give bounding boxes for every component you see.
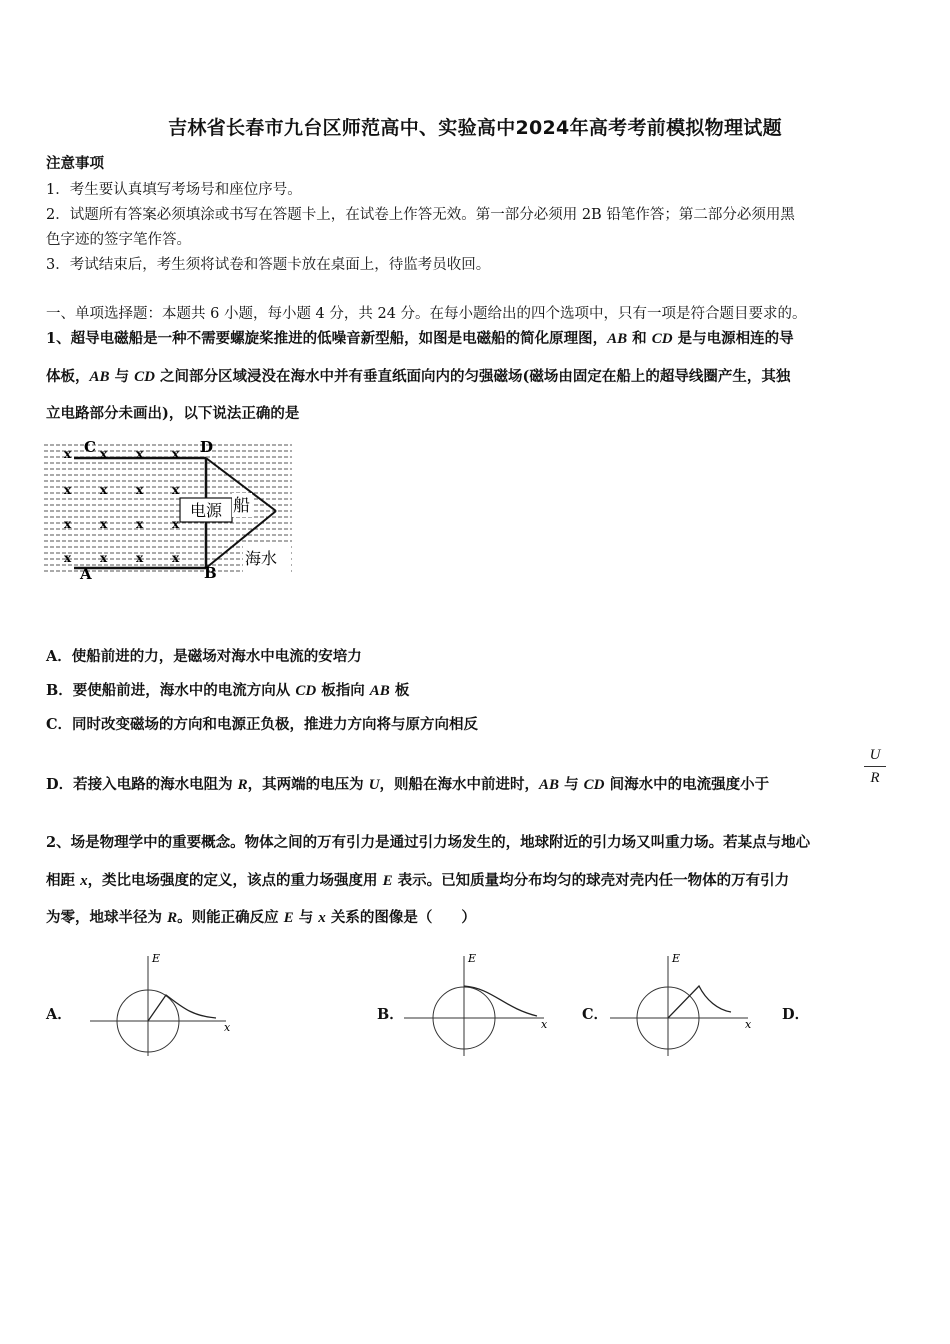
section-heading: 一、单项选择题：本题共 6 小题，每小题 4 分，共 24 分。在每小题给出的四个选项中，只有一项是符合题目要求的。 [46,306,807,322]
axis-x-label: x [224,1021,231,1034]
field-x-mark: x [172,447,180,461]
q1-line-3: 立电路部分未画出)，以下说法正确的是 [46,405,300,422]
q1-line-2: 体板，AB 与 CD 之间部分区域浸没在海水中并有垂直纸面向内的匀强磁场(磁场由固定在船上的超导线圈产生，其独 [46,368,791,385]
field-x-mark: x [172,517,180,531]
q2-option-c-label: C． [582,1006,609,1023]
field-x-mark: x [136,483,144,497]
q2-option-d-label: D． [782,1006,810,1023]
field-x-mark: x [172,483,180,497]
notice-item-1: 1．考生要认真填写考场号和座位序号。 [46,182,302,198]
field-x-mark: x [100,483,108,497]
axis-e-label: E [672,952,681,965]
fraction-u-over-r: U R [864,746,886,787]
field-x-mark: x [100,551,108,565]
axis-x-label: x [745,1018,752,1031]
q2-line-3: 为零，地球半径为 R。则能正确反应 E 与 x 关系的图像是（ ） [46,909,476,926]
field-x-mark: x [136,551,144,565]
q2-line-1: 2、场是物理学中的重要概念。物体之间的万有引力是通过引力场发生的，地球附近的引力场又叫重力场。若某点与地心 [46,834,811,851]
ship-label: 船 [233,496,250,516]
graph-c [606,948,756,1058]
field-x-mark: x [64,517,72,531]
q1-option-c: C．同时改变磁场的方向和电源正负极，推进力方向将与原方向相反 [46,716,479,733]
field-x-mark: x [100,447,108,461]
q1-line-1: 1、超导电磁船是一种不需要螺旋桨推进的低噪音新型船，如图是电磁船的简化原理图，AB 和 CD 是与电源相连的导 [46,330,794,347]
ship-diagram [44,436,294,581]
graph-a [86,948,236,1058]
graph-b [402,948,552,1058]
q1-option-a: A．使船前进的力，是磁场对海水中电流的安培力 [46,648,362,665]
field-x-mark: x [172,551,180,565]
label-a: A [80,565,92,581]
axis-x-label: x [541,1018,548,1031]
q2-option-a-label: A． [46,1006,72,1023]
field-x-mark: x [64,447,72,461]
field-x-mark: x [100,517,108,531]
label-d: D [200,438,214,456]
page-title: 吉林省长春市九台区师范高中、实验高中2024年高考考前模拟物理试题 [168,117,782,139]
field-x-mark: x [136,447,144,461]
label-c: C [84,438,96,456]
q1-option-b: B．要使船前进，海水中的电流方向从 CD 板指向 AB 板 [46,682,410,699]
notice-item-3: 3．考试结束后，考生须将试卷和答题卡放在桌面上，待监考员收回。 [46,257,491,273]
sea-label: 海水 [245,549,278,568]
axis-e-label: E [468,952,477,965]
power-label: 电源 [189,501,223,520]
q2-line-2: 相距 x，类比电场强度的定义，该点的重力场强度用 E 表示。已知质量均分布均匀的球壳对壳内任一物体的万有引力 [46,872,790,889]
q2-option-b-label: B． [377,1006,404,1023]
notice-item-2: 2．试题所有答案必须填涂或书写在答题卡上，在试卷上作答无效。第一部分必须用 2B 铅笔作答；第二部分必须用黑 [46,207,795,223]
axis-e-label: E [152,952,161,965]
notice-item-2-cont: 色字迹的签字笔作答。 [46,232,191,248]
field-x-mark: x [64,483,72,497]
q1-option-d: D．若接入电路的海水电阻为 R，其两端的电压为 U，则船在海水中前进时，AB 与 CD 间海水中的电流强度小于 [46,776,770,793]
label-b: B [204,564,217,581]
field-x-mark: x [64,551,72,565]
field-x-mark: x [136,517,144,531]
notice-heading: 注意事项 [46,155,104,172]
